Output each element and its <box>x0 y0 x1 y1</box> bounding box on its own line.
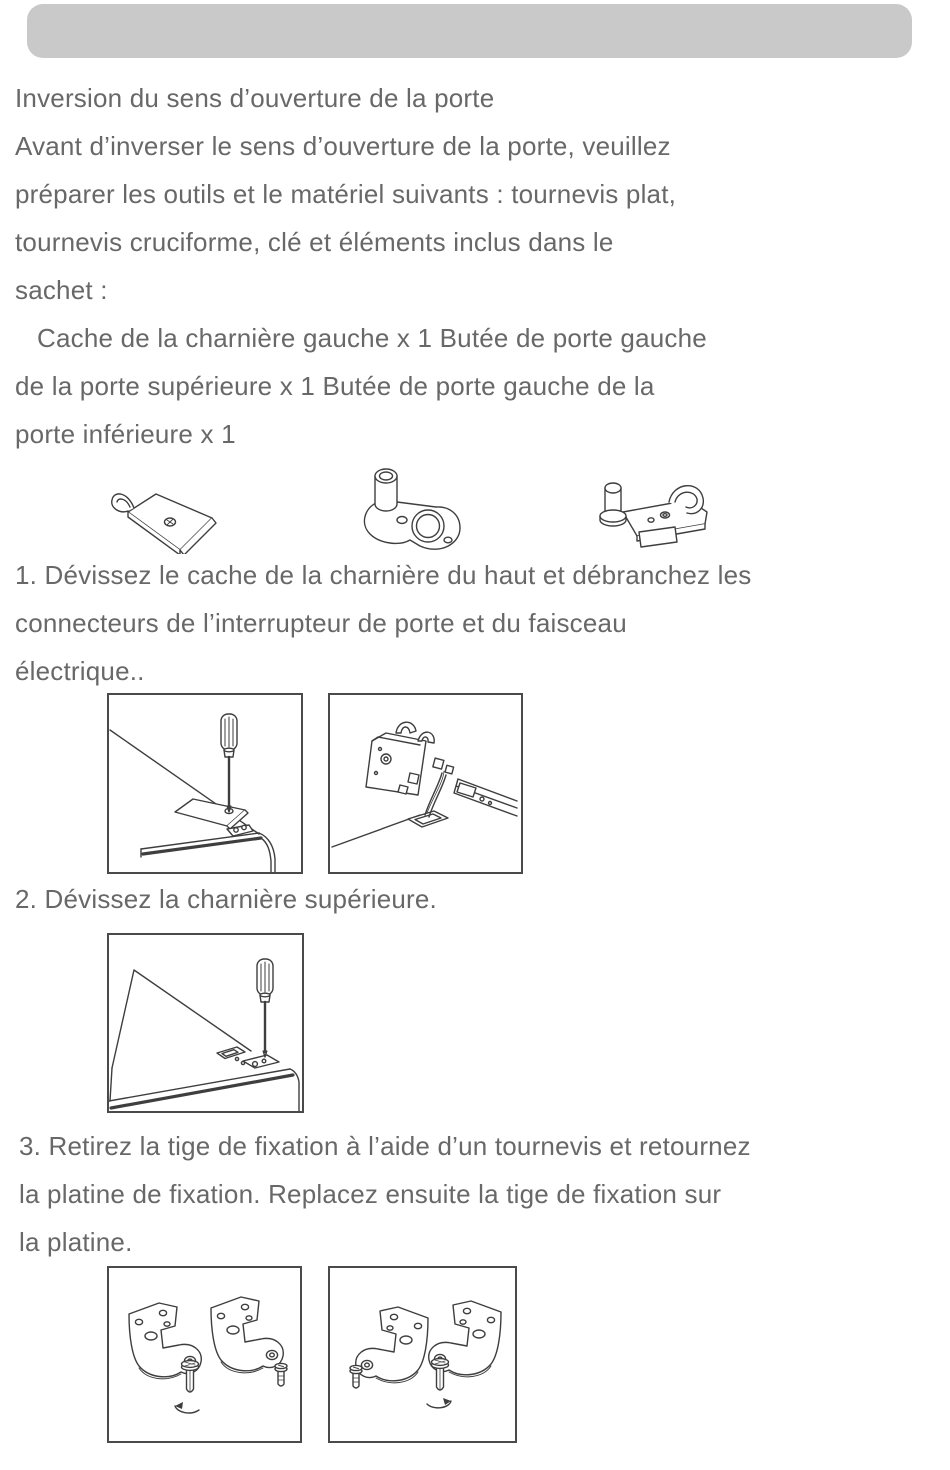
unscrew-hinge-cover-figure <box>107 693 303 874</box>
disconnect-connectors-figure <box>328 693 523 874</box>
parts-line: porte inférieure x 1 <box>15 419 236 449</box>
intro-line: préparer les outils et le matériel suivants : tournevis plat, <box>15 179 677 209</box>
parts-paragraph <box>0 314 950 458</box>
intro-line: sachet : <box>15 275 108 305</box>
step2-line: 2. Dévissez la charnière supérieure. <box>15 884 437 914</box>
parts-line: Cache de la charnière gauche x 1 Butée de porte gauche <box>37 323 707 353</box>
step3-line: 3. Retirez la tige de fixation à l’aide d’un tournevis et retournez <box>19 1131 751 1161</box>
page-header-bar <box>27 4 912 58</box>
hinge-cover-part-illustration <box>100 466 220 554</box>
step1-line: connecteurs de l’interrupteur de porte et du faisceau <box>15 608 627 638</box>
step3-line: la platine. <box>19 1227 133 1257</box>
remove-fixation-pin-figure <box>107 1266 302 1443</box>
step2-paragraph <box>0 875 950 923</box>
intro-line: tournevis cruciforme, clé et éléments inclus dans le <box>15 227 614 257</box>
intro-paragraph <box>0 74 950 314</box>
unscrew-top-hinge-figure <box>107 933 304 1113</box>
intro-line: Avant d’inverser le sens d’ouverture de la porte, veuillez <box>15 131 671 161</box>
step1-paragraph <box>0 551 950 695</box>
step3-line: la platine de fixation. Replacez ensuite la tige de fixation sur <box>19 1179 722 1209</box>
lower-door-left-stop-part-illustration <box>593 466 718 551</box>
parts-line: de la porte supérieure x 1 Butée de porte gauche de la <box>15 371 655 401</box>
replace-fixation-pin-figure <box>328 1266 517 1443</box>
page-title: Inversion du sens d’ouverture de la porte <box>15 83 495 113</box>
step1-line: électrique.. <box>15 656 145 686</box>
step1-line: 1. Dévissez le cache de la charnière du haut et débranchez les <box>15 560 752 590</box>
step3-paragraph <box>0 1122 950 1266</box>
upper-door-left-stop-part-illustration <box>350 458 475 553</box>
